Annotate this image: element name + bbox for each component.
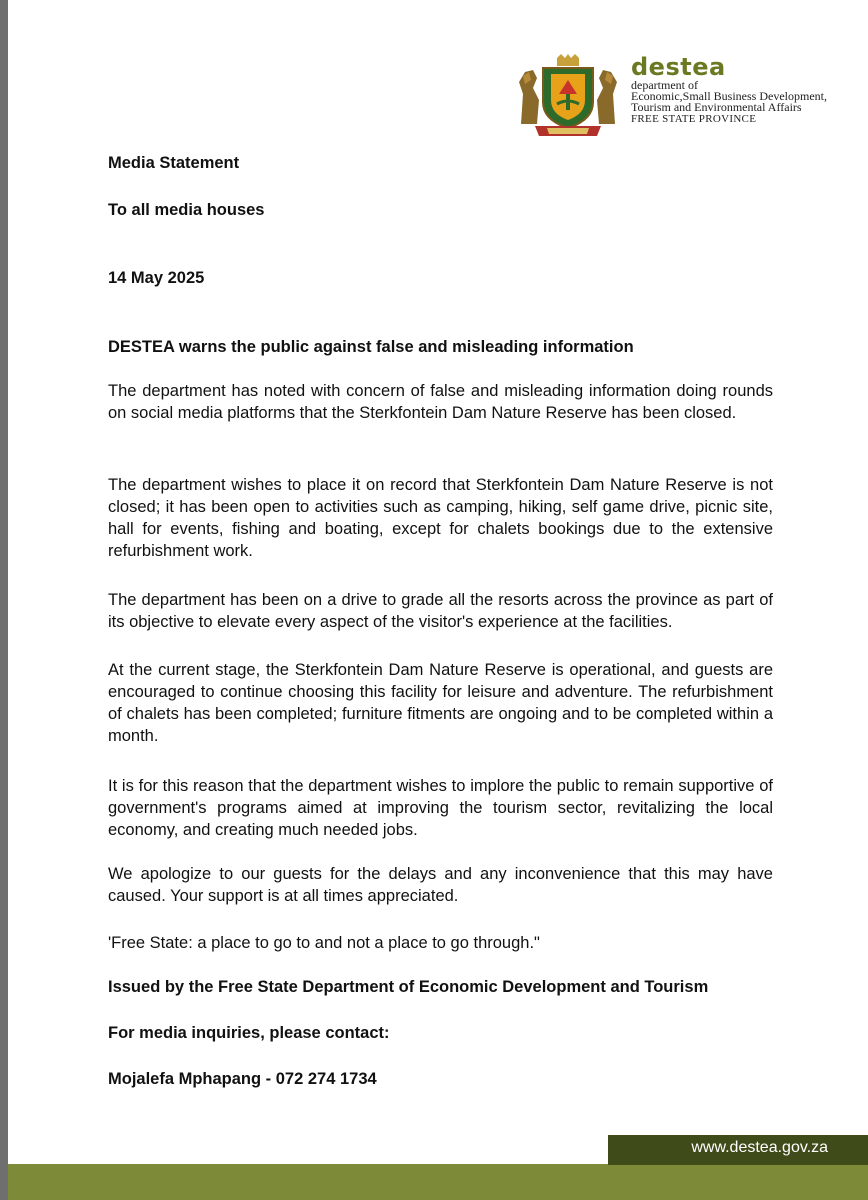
issued-by: Issued by the Free State Department of Economic Development and Tourism	[108, 978, 709, 996]
slogan: 'Free State: a place to go to and not a place to go through."	[108, 934, 540, 952]
contact-person: Mojalefa Mphapang - 072 274 1734	[108, 1070, 377, 1088]
footer-band	[8, 1164, 868, 1200]
website-url: www.destea.gov.za	[691, 1139, 828, 1156]
statement-type: Media Statement	[108, 154, 240, 172]
department-line-1: department of	[631, 78, 698, 92]
logo-text	[631, 54, 827, 126]
document-page	[8, 0, 868, 1200]
statement-title: DESTEA warns the public against false and misleading information	[108, 338, 634, 356]
department-line-2: Economic,Small Business Development,	[631, 89, 827, 103]
media-inquiries: For media inquiries, please contact:	[108, 1024, 390, 1042]
paragraph-4: At the current stage, the Sterkfontein Dam Nature Reserve is operational, and guests are encouraged to continue choosing this facility for leisure and adventure. The refurbishment of chalets has been completed; furniture fitments are ongoing and to be completed within a month.	[108, 661, 773, 745]
paragraph-1: The department has noted with concern of false and misleading information doing rounds on social media platforms that the Sterkfontein Dam Nature Reserve has been closed.	[108, 382, 773, 422]
brand-name: destea	[631, 53, 726, 81]
province-name: FREE STATE PROVINCE	[631, 113, 757, 125]
department-line-3: Tourism and Environmental Affairs	[631, 100, 802, 114]
statement-date: 14 May 2025	[108, 269, 205, 287]
free-state-coat-of-arms-icon	[513, 54, 623, 138]
paragraph-2: The department wishes to place it on record that Sterkfontein Dam Nature Reserve is not closed; it has been open to activities such as camping, hiking, self game drive, picnic site, hall for events, fishing and boating, except for chalets bookings due to the extensive refurbishment work.	[108, 476, 773, 560]
paragraph-3: The department has been on a drive to grade all the resorts across the province as part of its objective to elevate every aspect of the visitor's experience at the facilities.	[108, 591, 773, 631]
paragraph-5: It is for this reason that the department wishes to implore the public to remain supportive of government's programs aimed at improving the tourism sector, revitalizing the local economy, and creating much needed jobs.	[108, 777, 773, 839]
paragraph-6: We apologize to our guests for the delays and any inconvenience that this may have caused. Your support is at all times appreciated.	[108, 865, 773, 905]
destea-logo	[513, 54, 843, 144]
statement-audience: To all media houses	[108, 201, 265, 219]
